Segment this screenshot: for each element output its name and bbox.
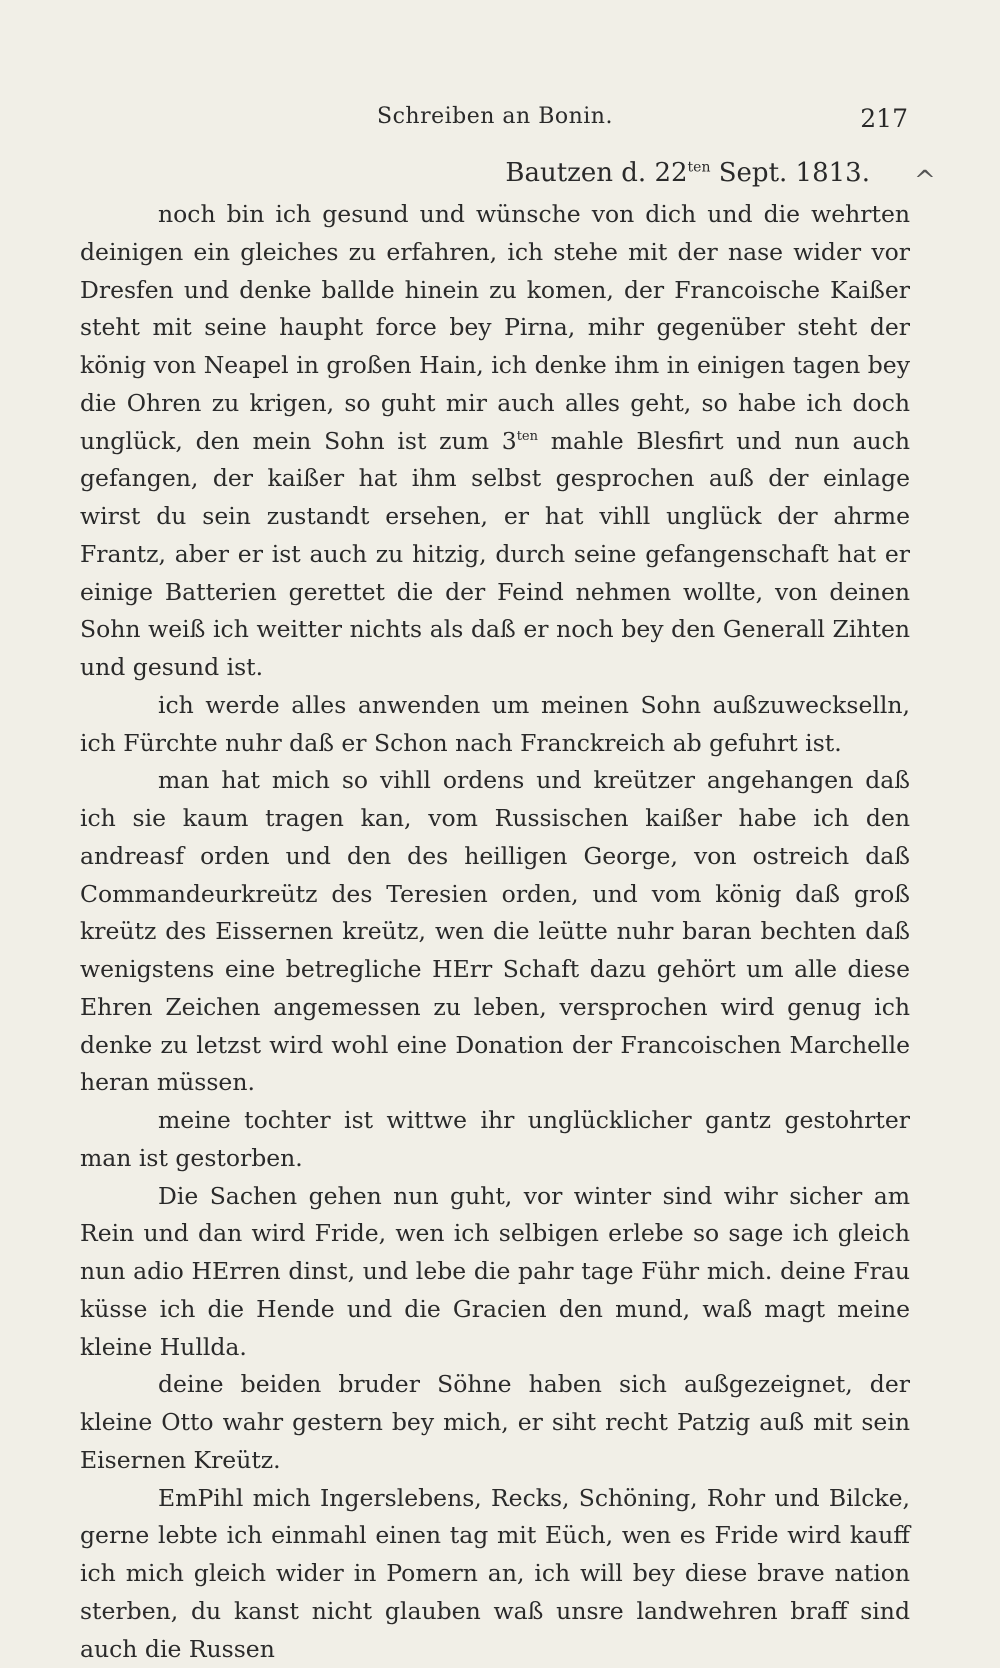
dateline-month-year: Sept. 1813. xyxy=(710,158,870,188)
letter-paragraph xyxy=(80,1366,910,1479)
letter-paragraph xyxy=(80,687,910,763)
paragraph-text: ich werde alles anwenden um meinen Sohn außzuweckselln, ich Fürchte nuhr daß er Schon nach Franckreich ab gefuhrt ist. xyxy=(80,691,910,757)
margin-caret-mark: ^ xyxy=(914,166,936,196)
letter-paragraph xyxy=(80,1178,910,1367)
running-title: Schreiben an Bonin. xyxy=(80,104,910,129)
running-header xyxy=(80,104,910,136)
paragraph-text: mahle Blesfirt und nun auch gefangen, der kaißer hat ihm selbst gesprochen auß der einlage wirst du sein zustandt ersehen, er hat vihll unglück der ahrme Frantz, aber er ist auch zu hitzig, durch seine gefangenschaft hat er einige Batterien gerettet die der Feind nehmen wollte, von deinen Sohn weiß ich weitter nichts als daß er noch bey den Generall Zihten und gesund ist. xyxy=(80,427,910,682)
paragraph-text: man hat mich so vihll ordens und kreützer angehangen daß ich sie kaum tragen kan, vom Russischen kaißer habe ich den andreasf orden und den des heilligen George, von ostreich daß Commandeurkreütz des Teresien orden, und vom könig daß groß kreütz des Eissernen kreütz, wen die leütte nuhr baran bechten daß wenigstens eine betregliche HErr Schaft dazu gehört um alle diese Ehren Zeichen angemessen zu leben, versprochen wird genug ich denke zu letzst wird wohl eine Donation der Francoischen Marchelle heran müssen. xyxy=(80,766,910,1096)
dateline-place: Bautzen d. 22 xyxy=(505,158,687,188)
paragraph-text: noch bin ich gesund und wünsche von dich und die wehrten deinigen ein gleiches zu erfahren, ich stehe mit der nase wider vor Dresfen und denke ballde hinein zu komen, der Francoische Kaißer steht mit seine haupht force bey Pirna, mihr gegenüber steht der könig von Neapel in großen Hain, ich denke ihm in einigen tagen bey die Ohren zu krigen, so guht mir auch alles geht, so habe ich doch unglück, den mein Sohn ist zum 3 xyxy=(80,200,910,455)
dateline-superscript: ten xyxy=(688,159,711,175)
superscript-text: ten xyxy=(517,429,538,444)
letter-paragraph xyxy=(80,1102,910,1178)
paragraph-text: meine tochter ist wittwe ihr unglücklicher gantz gestohrter man ist gestorben. xyxy=(80,1106,910,1172)
letter-dateline xyxy=(80,158,870,188)
paragraph-text: deine beiden bruder Söhne haben sich außgezeignet, der kleine Otto wahr gestern bey mich, er siht recht Patzig auß mit sein Eisernen Kreütz. xyxy=(80,1370,910,1474)
paragraph-text: EmPihl mich Ingerslebens, Recks, Schöning, Rohr und Bilcke, gerne lebte ich einmahl einen tag mit Eüch, wen es Fride wird kauff ich mich gleich wider in Pomern an, ich will bey diese brave nation sterben, du kanst nicht glauben waß unsre landwehren braff sind auch die Russen xyxy=(80,1484,910,1663)
paragraph-text: Die Sachen gehen nun guht, vor winter sind wihr sicher am Rein und dan wird Fride, wen ich selbigen erlebe so sage ich gleich nun adio HErren dinst, und lebe die pahr tage Führ mich. deine Frau küsse ich die Hende und die Gracien den mund, waß magt meine kleine Hullda. xyxy=(80,1182,910,1361)
letter-paragraph xyxy=(80,196,910,687)
page-number: 217 xyxy=(860,104,908,133)
letter-body xyxy=(80,196,910,1668)
letter-paragraph xyxy=(80,762,910,1102)
